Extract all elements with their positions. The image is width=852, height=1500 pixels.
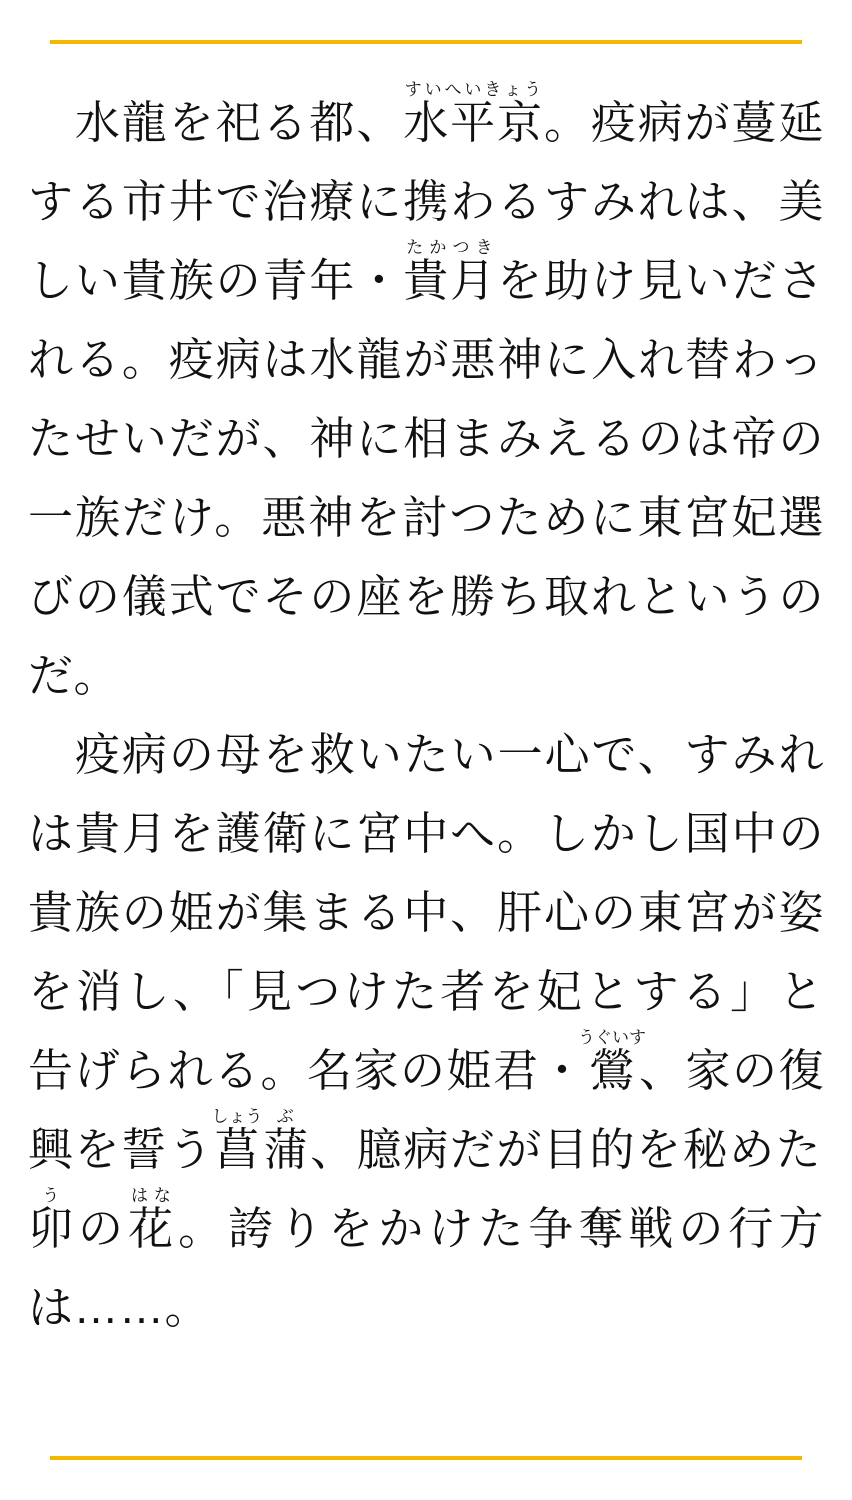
ruby-reading: すいへいきょう xyxy=(403,80,543,99)
ruby-annotated-term: 卯う xyxy=(28,1186,79,1254)
ruby-reading: はな xyxy=(128,1186,174,1205)
bottom-divider-rule xyxy=(50,1456,802,1460)
ruby-annotated-term: 菖しょう xyxy=(211,1107,263,1175)
ruby-reading: しょう xyxy=(211,1107,263,1126)
text-run: 、臆病だが目的を秘めた xyxy=(310,1124,822,1175)
ruby-reading: たかつき xyxy=(403,238,496,257)
text-run: を助け見いだされる。疫病は水龍が悪神に入れ替わったせいだが、神に相まみえるのは帝の一族だけ。悪神を討つために東宮妃選びの儀式でその座を勝ち取れというのだ。 xyxy=(28,255,824,701)
text-run: 水龍を祀る都、 xyxy=(74,97,404,148)
ruby-annotated-term: 貴月たかつき xyxy=(403,238,498,306)
ruby-annotated-term: 蒲ぶ xyxy=(262,1107,311,1175)
ruby-annotated-term: 鶯うぐいす xyxy=(577,1028,646,1096)
text-run: 。疫病が蔓延する市井で治療に携わるすみれは、美しい貴族の青年・ xyxy=(28,97,824,306)
ruby-annotated-term: 花はな xyxy=(128,1186,179,1254)
paragraph-2 xyxy=(28,715,824,1347)
text-run: 疫病の母を救いたい一心で、すみれは貴月を護衛に宮中へ。しかし国中の貴族の姫が集まる中、肝心の東宮が姿を消し、「見つけた者を妃とする」と告げられる。名家の姫君・ xyxy=(28,729,824,1096)
ruby-annotated-term: 水平京すいへいきょう xyxy=(403,80,544,148)
ruby-reading: うぐいす xyxy=(577,1028,646,1047)
text-run: 、家の復興を誓う xyxy=(28,1045,824,1175)
blurb-text-body xyxy=(0,44,852,1456)
ruby-reading: う xyxy=(28,1186,74,1205)
paragraph-1 xyxy=(28,80,824,715)
ruby-reading: ぶ xyxy=(262,1107,308,1126)
text-run: 。誇りをかけた争奪戦の行方は……。 xyxy=(28,1203,824,1333)
text-run: の xyxy=(78,1203,129,1254)
